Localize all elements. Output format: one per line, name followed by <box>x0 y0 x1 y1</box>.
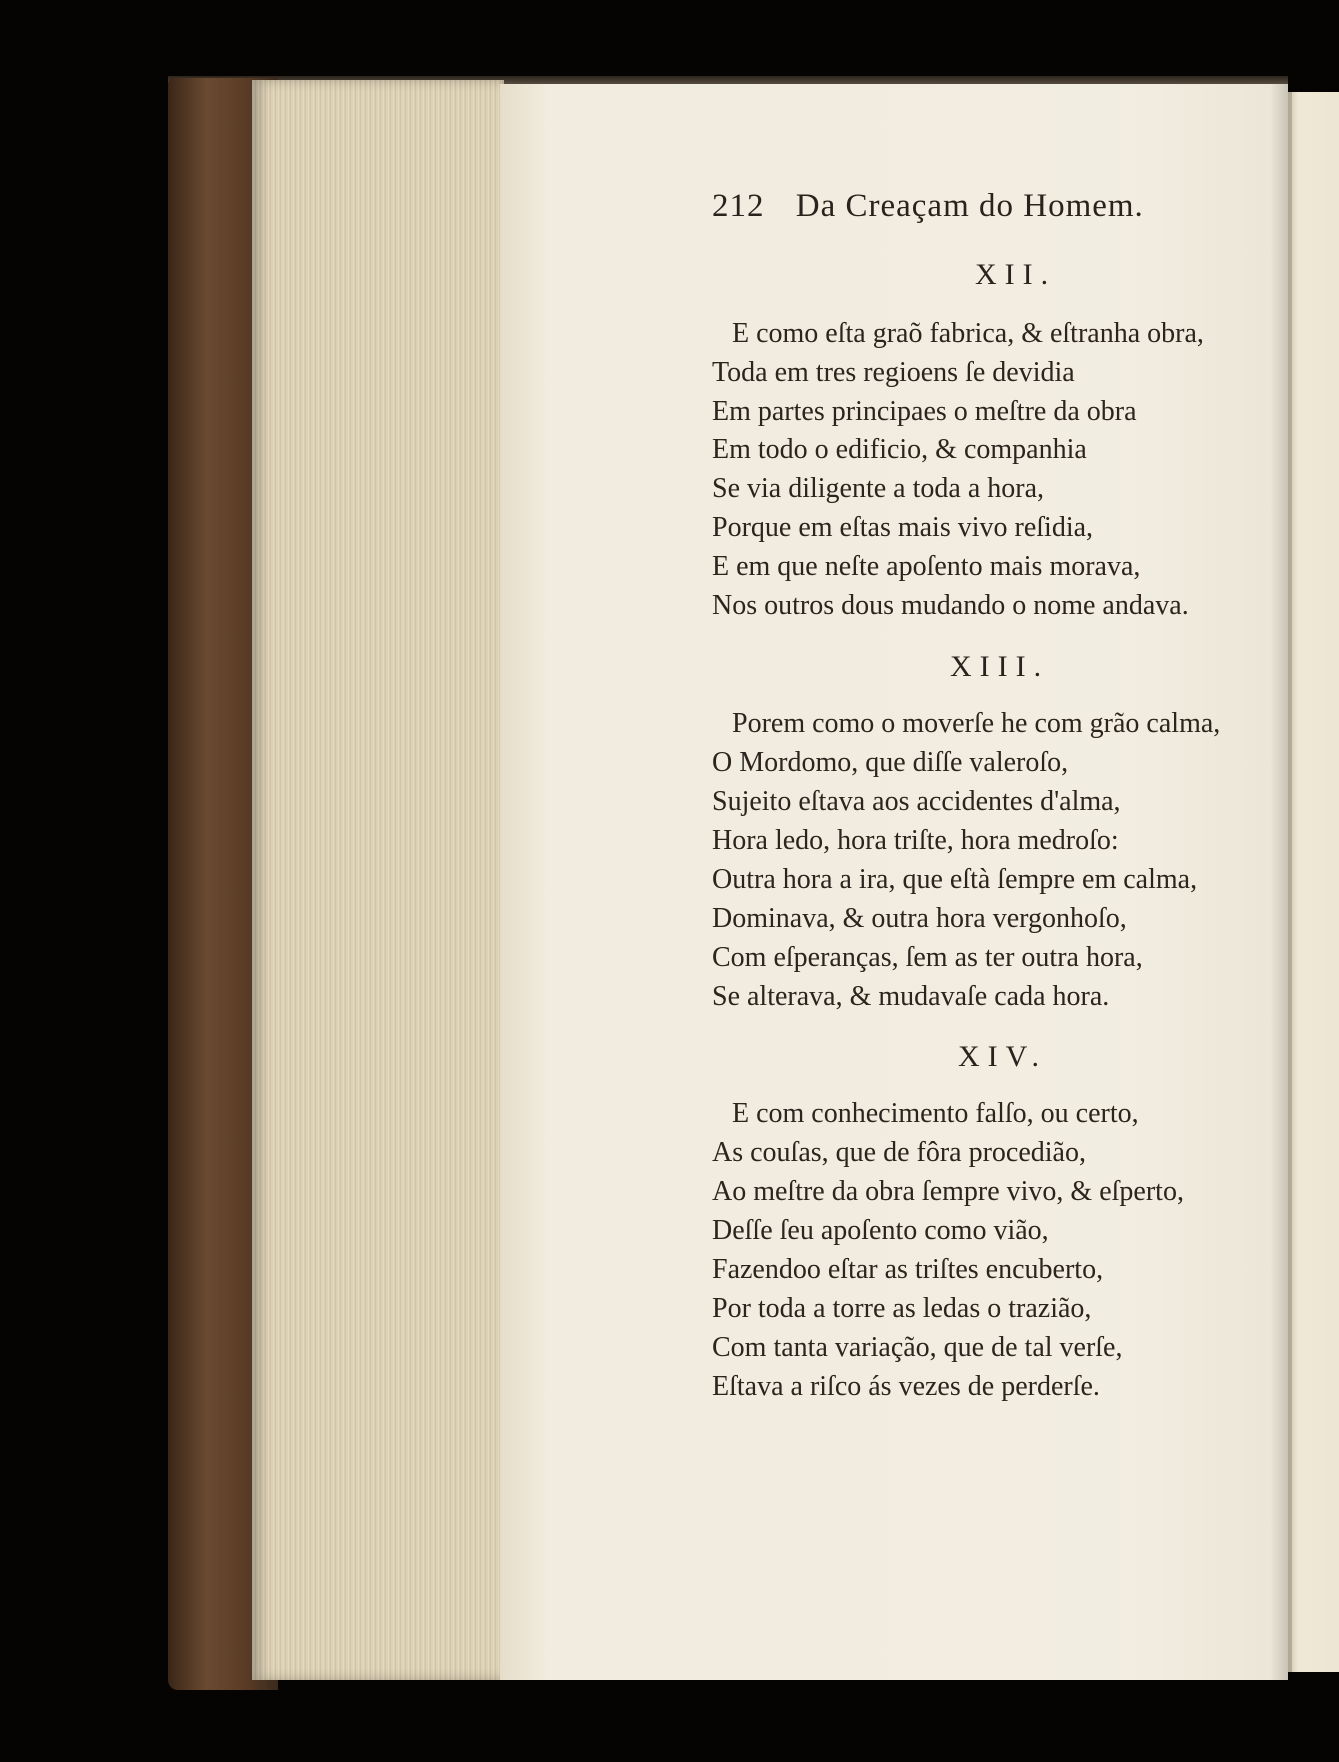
verse-line: Outra hora a ira, que eſtà ſempre em calma, <box>712 864 1198 895</box>
verse-line: Com eſperanças, ſem as ter outra hora, <box>712 942 1143 973</box>
verse-line: Em todo o edificio, & companhia <box>712 434 1087 465</box>
running-header <box>712 188 1272 228</box>
verse-line: Hora ledo, hora triſte, hora medroſo: <box>712 825 1119 856</box>
verse-line: Sujeito eſtava aos accidentes d'alma, <box>712 786 1121 817</box>
verse-line: Porem como o moverſe he com grão calma, <box>732 708 1221 739</box>
verse-line: E com conhecimento falſo, ou certo, <box>732 1098 1139 1129</box>
verse-line: Dominava, & outra hora vergonhoſo, <box>712 903 1127 934</box>
page-number: 212 <box>712 188 765 224</box>
verse-line: Se alterava, & mudavaſe cada hora. <box>712 981 1110 1012</box>
verse-line: Em partes principaes o meſtre da obra <box>712 396 1137 427</box>
verse-line: E em que neſte apoſento mais morava, <box>712 551 1141 582</box>
verse-line: Se via diligente a toda a hora, <box>712 473 1044 504</box>
verse-line: Porque em eſtas mais vivo reſidia, <box>712 512 1094 543</box>
verse-line: Eſtava a riſco ás vezes de perderſe. <box>712 1371 1100 1402</box>
verse-line: As couſas, que de fôra procedião, <box>712 1137 1086 1168</box>
verse-line: O Mordomo, que diſſe valeroſo, <box>712 747 1069 778</box>
verse-line: Fazendoo eſtar as triſtes encuberto, <box>712 1254 1104 1285</box>
stanza-numeral: XII. <box>975 258 1057 291</box>
stanza-numeral: XIV. <box>958 1040 1047 1073</box>
verse-line: Nos outros dous mudando o nome andava. <box>712 590 1189 621</box>
verse-line: Por toda a torre as ledas o trazião, <box>712 1293 1092 1324</box>
verse-line: Deſſe ſeu apoſento como vião, <box>712 1215 1049 1246</box>
stanza-numeral: XIII. <box>950 650 1050 683</box>
verse-line: Ao meſtre da obra ſempre vivo, & eſperto, <box>712 1176 1184 1207</box>
verse-line: E como eſta graõ fabrica, & eſtranha obra, <box>732 318 1204 349</box>
running-title: Da Creaçam do Homem. <box>795 188 1144 224</box>
verse-line: Com tanta variação, que de tal verſe, <box>712 1332 1123 1363</box>
verse-line: Toda em tres regioens ſe devidia <box>712 357 1075 388</box>
